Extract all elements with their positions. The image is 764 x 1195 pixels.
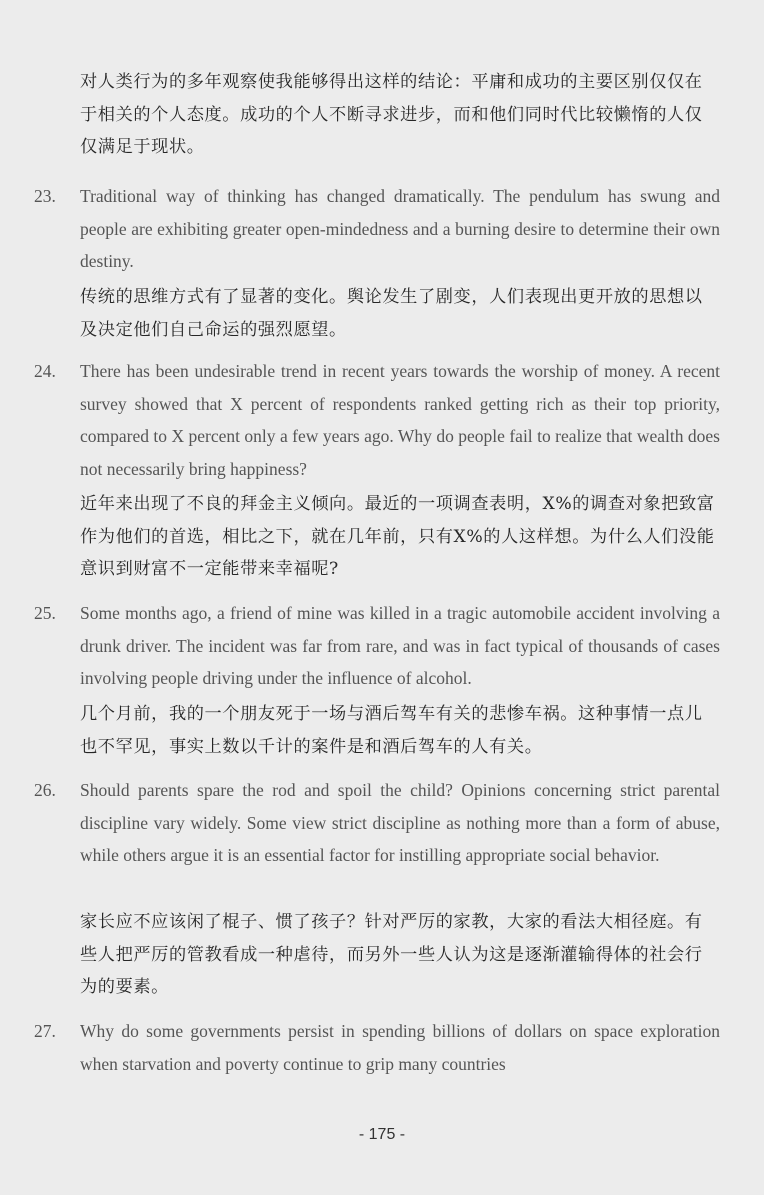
item-english: Some months ago, a friend of mine was killed in a tragic automobile accident involving a drunk driver. The incident was far from rare, and was in fact typical of thousands of cases involving people driving under the influence of alcohol. <box>80 603 720 688</box>
page-number: - 175 - <box>358 1126 406 1143</box>
item-english: Traditional way of thinking has changed dramatically. The pendulum has swung and people are exhibiting greater open-mindedness and a burning desire to determine their own destiny. <box>80 186 720 271</box>
item-english: Why do some governments persist in spending billions of dollars on space exploration when starvation and poverty continue to grip many countries <box>80 1021 720 1074</box>
top-translation: 对人类行为的多年观察使我能够得出这样的结论：平庸和成功的主要区别仅仅在于相关的个人态度。成功的个人不断寻求进步，而和他们同时代比较懒惰的人仅仅满足于现状。 <box>80 72 703 157</box>
item-chinese: 近年来出现了不良的拜金主义倾向。最近的一项调查表明，X%的调查对象把致富作为他们的首选，相比之下，就在几年前，只有X%的人这样想。为什么人们没能意识到财富不一定能带来幸福呢? <box>80 494 715 579</box>
item-chinese: 几个月前，我的一个朋友死于一场与酒后驾车有关的悲惨车祸。这种事情一点儿也不罕见，事实上数以千计的案件是和酒后驾车的人有关。 <box>80 704 703 757</box>
item-number: 26. <box>34 780 56 800</box>
item-number: 27. <box>34 1021 56 1041</box>
item-number: 23. <box>34 186 56 206</box>
item-number: 25. <box>34 603 56 623</box>
item-chinese: 传统的思维方式有了显著的变化。舆论发生了剧变，人们表现出更开放的思想以及决定他们自己命运的强烈愿望。 <box>80 287 703 340</box>
item-english: Should parents spare the rod and spoil the child? Opinions concerning strict parental discipline vary widely. Some view strict discipline as nothing more than a form of abuse, while others argue it is an essential factor for instilling appropriate social behavior. <box>80 780 720 865</box>
item-english: There has been undesirable trend in recent years towards the worship of money. A recent survey showed that X percent of respondents ranked getting rich as their top priority, compared to X percent only a few years ago. Why do people fail to realize that wealth does not necessarily bring happiness? <box>80 361 720 479</box>
item-chinese: 家长应不应该闲了棍子、惯了孩子？针对严厉的家教，大家的看法大相径庭。有些人把严厉的管教看成一种虐待，而另外一些人认为这是逐渐灌输得体的社会行为的要素。 <box>80 912 703 997</box>
item-number: 24. <box>34 361 56 381</box>
